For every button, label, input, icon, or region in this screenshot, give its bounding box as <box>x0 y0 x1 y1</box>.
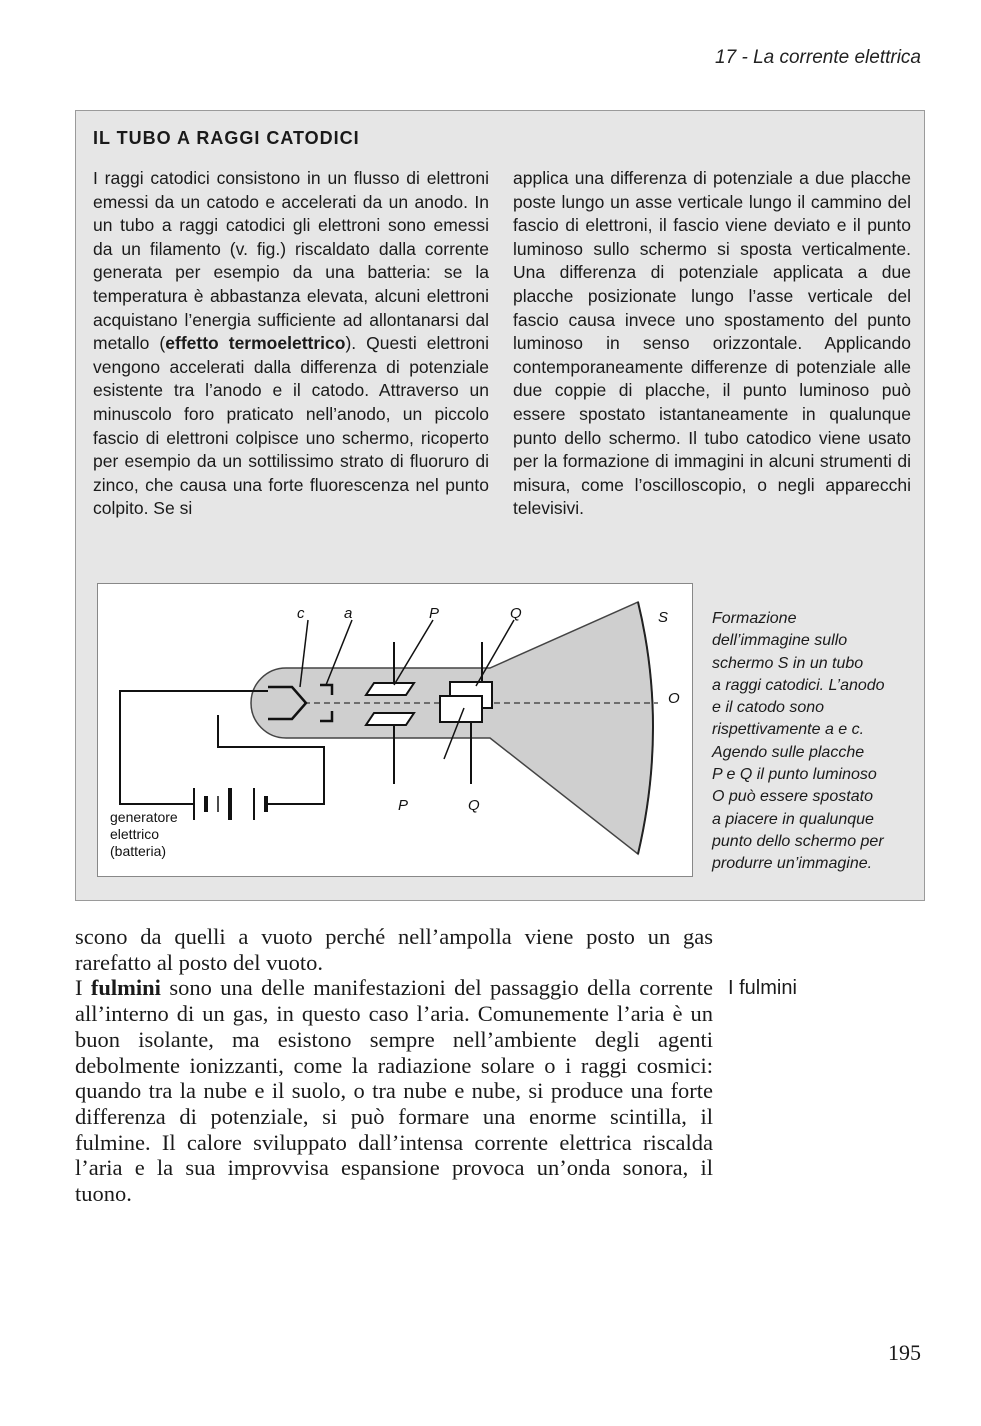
label-q-top: Q <box>510 605 522 622</box>
margin-note: I fulmini <box>728 977 797 999</box>
label-a: a <box>344 605 353 622</box>
box-paragraph-left <box>93 167 489 521</box>
term-effetto-termoelettrico: effetto termoelettrico <box>165 333 346 354</box>
running-head: 17 - La corrente elettrica <box>715 47 921 68</box>
caption-line: P e Q il punto luminoso <box>712 766 877 784</box>
figure-caption <box>712 608 912 876</box>
label-p-bottom: P <box>398 797 409 814</box>
plate-q-front <box>440 696 482 722</box>
caption-line: Formazione <box>712 610 797 627</box>
caption-line: dell’immagine sullo <box>712 632 848 650</box>
page-number: 195 <box>888 1340 921 1365</box>
caption-line: punto dello schermo per <box>712 832 884 850</box>
generator-label-1: generatore <box>110 809 178 825</box>
label-p-top: P <box>429 605 440 622</box>
main-paragraph-1: scono da quelli a vuoto perché nell’ampolla viene posto un gas rarefatto al posto del vuoto. <box>75 924 713 975</box>
caption-line: rispettivamente a e c. <box>712 721 865 739</box>
label-o: O <box>668 690 680 707</box>
box-paragraph-right: applica una differenza di potenziale a due placche poste lungo un asse verticale lungo il cammino del fascio di elettroni, il fascio viene deviato e il punto luminoso sullo schermo si sposta verticalmente. Una differenza di potenziale applicata a due placche posizionate lungo l’asse verticale del fascio causa invece uno spostamento del punto luminoso in senso orizzontale. Applicando contemporaneamente differenze di potenziale alle due coppie di placche, il punto luminoso può essere spostato istantaneamente in qualunque punto dello schermo. Il tubo catodico viene usato per la formazione di immagini in alcuni strumenti di misura, come l’oscilloscopio, o negli apparecchi televisivi. <box>513 168 911 519</box>
main-text <box>75 924 713 1207</box>
main-p2-start: I <box>75 975 91 1001</box>
caption-line: schermo S in un tubo <box>712 654 864 672</box>
box-column-left <box>93 167 489 521</box>
main-paragraph-2 <box>75 975 713 1206</box>
label-q-bottom: Q <box>468 797 480 814</box>
caption-line: a piacere in qualunque <box>712 810 874 828</box>
left-text-2: ). Questi elettroni vengono accelerati dalla differenza di potenziale esistente tra l’anodo e il catodo. Attraverso un minuscolo foro praticato nell’anodo, un piccolo fascio di elettroni colpisce uno schermo, ricoperto per esempio da un sottilissimo strato di fluoruro di zinco, che causa una forte fluorescenza nel punto colpito. Se si <box>93 333 490 519</box>
crt-diagram <box>98 584 692 876</box>
caption-line: e il catodo sono <box>712 699 825 717</box>
plate-p-bottom <box>366 713 414 725</box>
cathode-ray-tube-figure <box>97 583 693 877</box>
tube-body <box>251 602 653 854</box>
term-fulmini: fulmini <box>90 975 161 1001</box>
main-p2-rest: sono una delle manifestazioni del passaggio della corrente all’interno di un gas, in questo caso l’aria. Comunemente l’aria è un buon isolante, ma esistono sempre nell’ambiente degli agenti debolmente ionizzanti, come la radiazione solare o i raggi cosmici: quando tra la nube e il suolo, o tra nube e nube, si produce una forte differenza di potenziale, si può formare una enorme scintilla, il fulmine. Il calore sviluppato dall’intensa corrente elettrica riscalda l’aria e la sua improvvisa espansione provoca un’onda sonora, il tuono. <box>75 975 713 1207</box>
box-title: IL TUBO A RAGGI CATODICI <box>93 128 360 148</box>
caption-line: Agendo sulle placche <box>712 743 865 761</box>
info-box <box>75 110 925 901</box>
caption-line: O può essere spostato <box>712 788 873 806</box>
box-column-right <box>513 167 911 521</box>
generator-label-2: elettrico <box>110 826 160 842</box>
left-text-1: I raggi catodici consistono in un flusso di elettroni emessi da un catodo e accelerati da un anodo. In un tubo a raggi catodici gli elettroni sono emessi da un filamento (v. fig.) riscaldato dalla corrente generata per esempio da una batteria: se la temperatura è abbastanza elevata, alcuni elettroni acquistano l’energia sufficiente ad allontanarsi dal metallo ( <box>93 168 489 354</box>
generator-label-3: (batteria) <box>110 843 167 859</box>
caption-line: produrre un’immagine. <box>712 855 873 873</box>
label-s: S <box>658 609 669 626</box>
plate-p-top <box>366 683 414 695</box>
label-c: c <box>297 605 305 622</box>
caption-line: a raggi catodici. L’anodo <box>712 676 885 694</box>
